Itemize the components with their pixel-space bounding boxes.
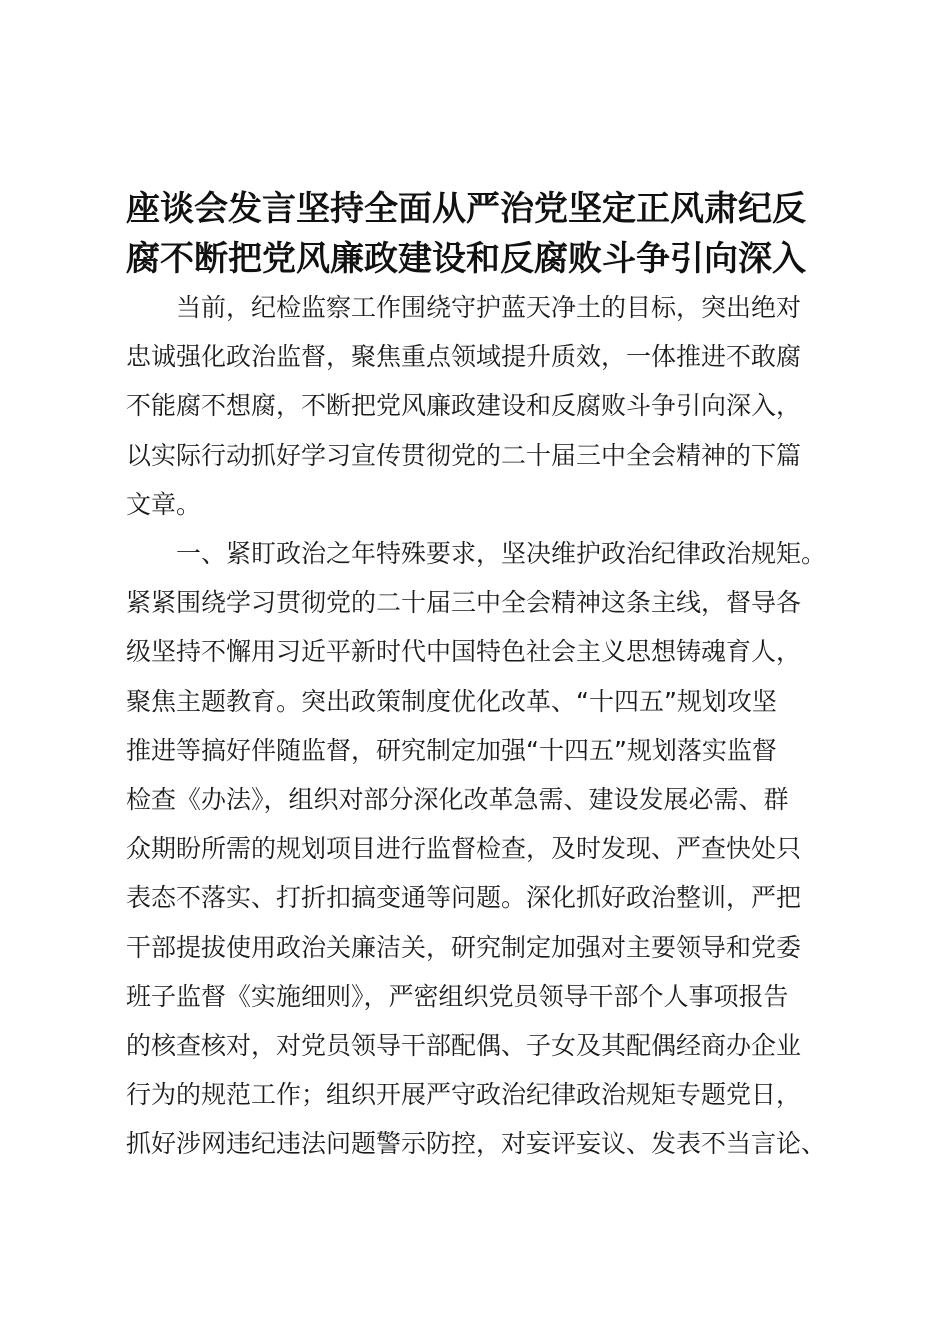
text-line: 抓好涉网违纪违法问题警示防控，对妄评妄议、发表不当言论、 xyxy=(126,1129,827,1159)
text-line: 干部提拔使用政治关廉洁关，研究制定加强对主要领导和党委 xyxy=(126,932,802,962)
text-line: 级坚持不懈用习近平新时代中国特色社会主义思想铸魂育人， xyxy=(126,637,802,667)
text-line: 表态不落实、打折扣搞变通等问题。深化抓好政治整训，严把 xyxy=(126,883,802,913)
text-line: 当前，纪检监察工作围绕守护蓝天净土的目标，突出绝对 xyxy=(126,293,802,322)
text-line: 检查《办法》，组织对部分深化改革急需、建设发展必需、群 xyxy=(126,784,789,814)
title-line: 座谈会发言坚持全面从严治党坚定正风肃纪反 xyxy=(126,189,806,229)
text-line: 班子监督《实施细则》，严密组织党员领导干部个人事项报告 xyxy=(126,981,789,1011)
text-line: 众期盼所需的规划项目进行监督检查，及时发现、严查快处只 xyxy=(126,834,802,864)
text-line: 的核查核对，对党员领导干部配偶、子女及其配偶经商办企业 xyxy=(126,1030,802,1060)
text-line: 推进等搞好伴随监督，研究制定加强“十四五”规划落实监督 xyxy=(126,735,777,765)
text-line: 以实际行动抓好学习宣传贯彻党的二十届三中全会精神的下篇 xyxy=(126,440,802,470)
text-line: 行为的规范工作；组织开展严守政治纪律政治规矩专题党日， xyxy=(126,1080,802,1110)
text-line: 一、紧盯政治之年特殊要求，坚决维护政治纪律政治规矩。 xyxy=(126,539,827,568)
text-line: 忠诚强化政治监督，聚焦重点领域提升质效，一体推进不敢腐 xyxy=(126,342,802,372)
text-line: 文章。 xyxy=(126,489,202,519)
title-line: 腐不断把党风廉政建设和反腐败斗争引向深入 xyxy=(126,239,806,279)
document-title xyxy=(126,184,846,284)
text-line: 紧紧围绕学习贯彻党的二十届三中全会精神这条主线，督导各 xyxy=(126,588,802,618)
paragraph-section-one xyxy=(126,529,846,1168)
paragraph-intro xyxy=(126,283,846,529)
text-line: 不能腐不想腐，不断把党风廉政建设和反腐败斗争引向深入， xyxy=(126,391,802,421)
text-line: 聚焦主题教育。突出政策制度优化改革、“十四五”规划攻坚 xyxy=(126,686,777,716)
